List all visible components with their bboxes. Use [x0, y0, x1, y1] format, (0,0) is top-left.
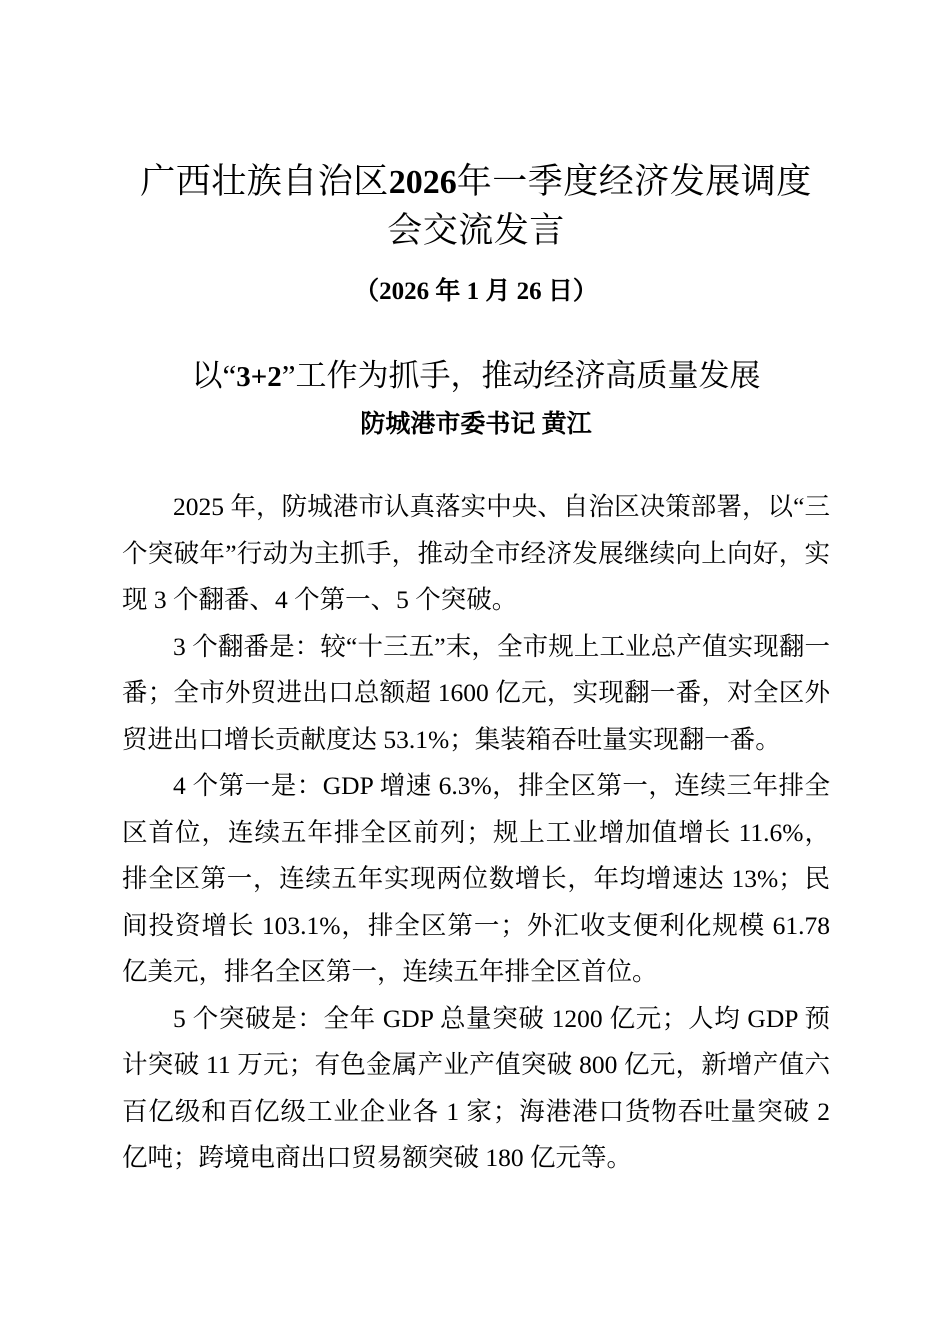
document-title-suffix: 年一季度经济发展调度 [456, 162, 812, 201]
section-heading-prefix: 以“ [191, 358, 237, 393]
document-content [122, 0, 830, 1182]
document-date: （2026 年 1 月 26 日） [354, 278, 598, 305]
document-title [122, 0, 830, 255]
author-byline: 防城港市委书记 黄江 [360, 411, 592, 438]
document-title-year: 2026 [388, 164, 457, 201]
paragraph-intro: 2025 年，防城港市认真落实中央、自治区决策部署，以“三个突破年”行动为主抓手，推动全市经济发展继续向上向好，实现 3 个翻番、4 个第一、5 个突破。 [122, 492, 830, 614]
document-title-prefix: 广西壮族自治区 [140, 162, 389, 201]
paragraph-five-breakthroughs: 5 个突破是：全年 GDP 总量突破 1200 亿元；人均 GDP 预计突破 11 万元；有色金属产业产值突破 800 亿元，新增产值六百亿级和百亿级工业企业各 1 家；海港港口货物吞吐量突破 2 亿吨；跨境电商出口贸易额突破 180 亿元等。 [122, 1003, 830, 1172]
document-title-line2: 会交流发言 [387, 211, 565, 250]
section-heading-suffix: ”工作为抓手，推动经济高质量发展 [281, 358, 761, 393]
paragraph-four-firsts: 4 个第一是：GDP 增速 6.3%，排全区第一，连续三年排全区首位，连续五年排全区前列；规上工业增加值增长 11.6%，排全区第一，连续五年实现两位数增长，年均增速达 13%；民间投资增长 103.1%，排全区第一；外汇收支便利化规模 61.78 亿美元，排名全区第一，连续五年排全区首位。 [122, 771, 830, 986]
document-body [122, 442, 830, 1182]
section-heading-number: 3+2 [236, 361, 282, 393]
paragraph-three-doubles: 3 个翻番是：较“十三五”末，全市规上工业总产值实现翻一番；全市外贸进出口总额超 1600 亿元，实现翻一番，对全区外贸进出口增长贡献度达 53.1%；集装箱吞吐量实现翻一番。 [122, 631, 830, 754]
section-heading [122, 309, 830, 398]
